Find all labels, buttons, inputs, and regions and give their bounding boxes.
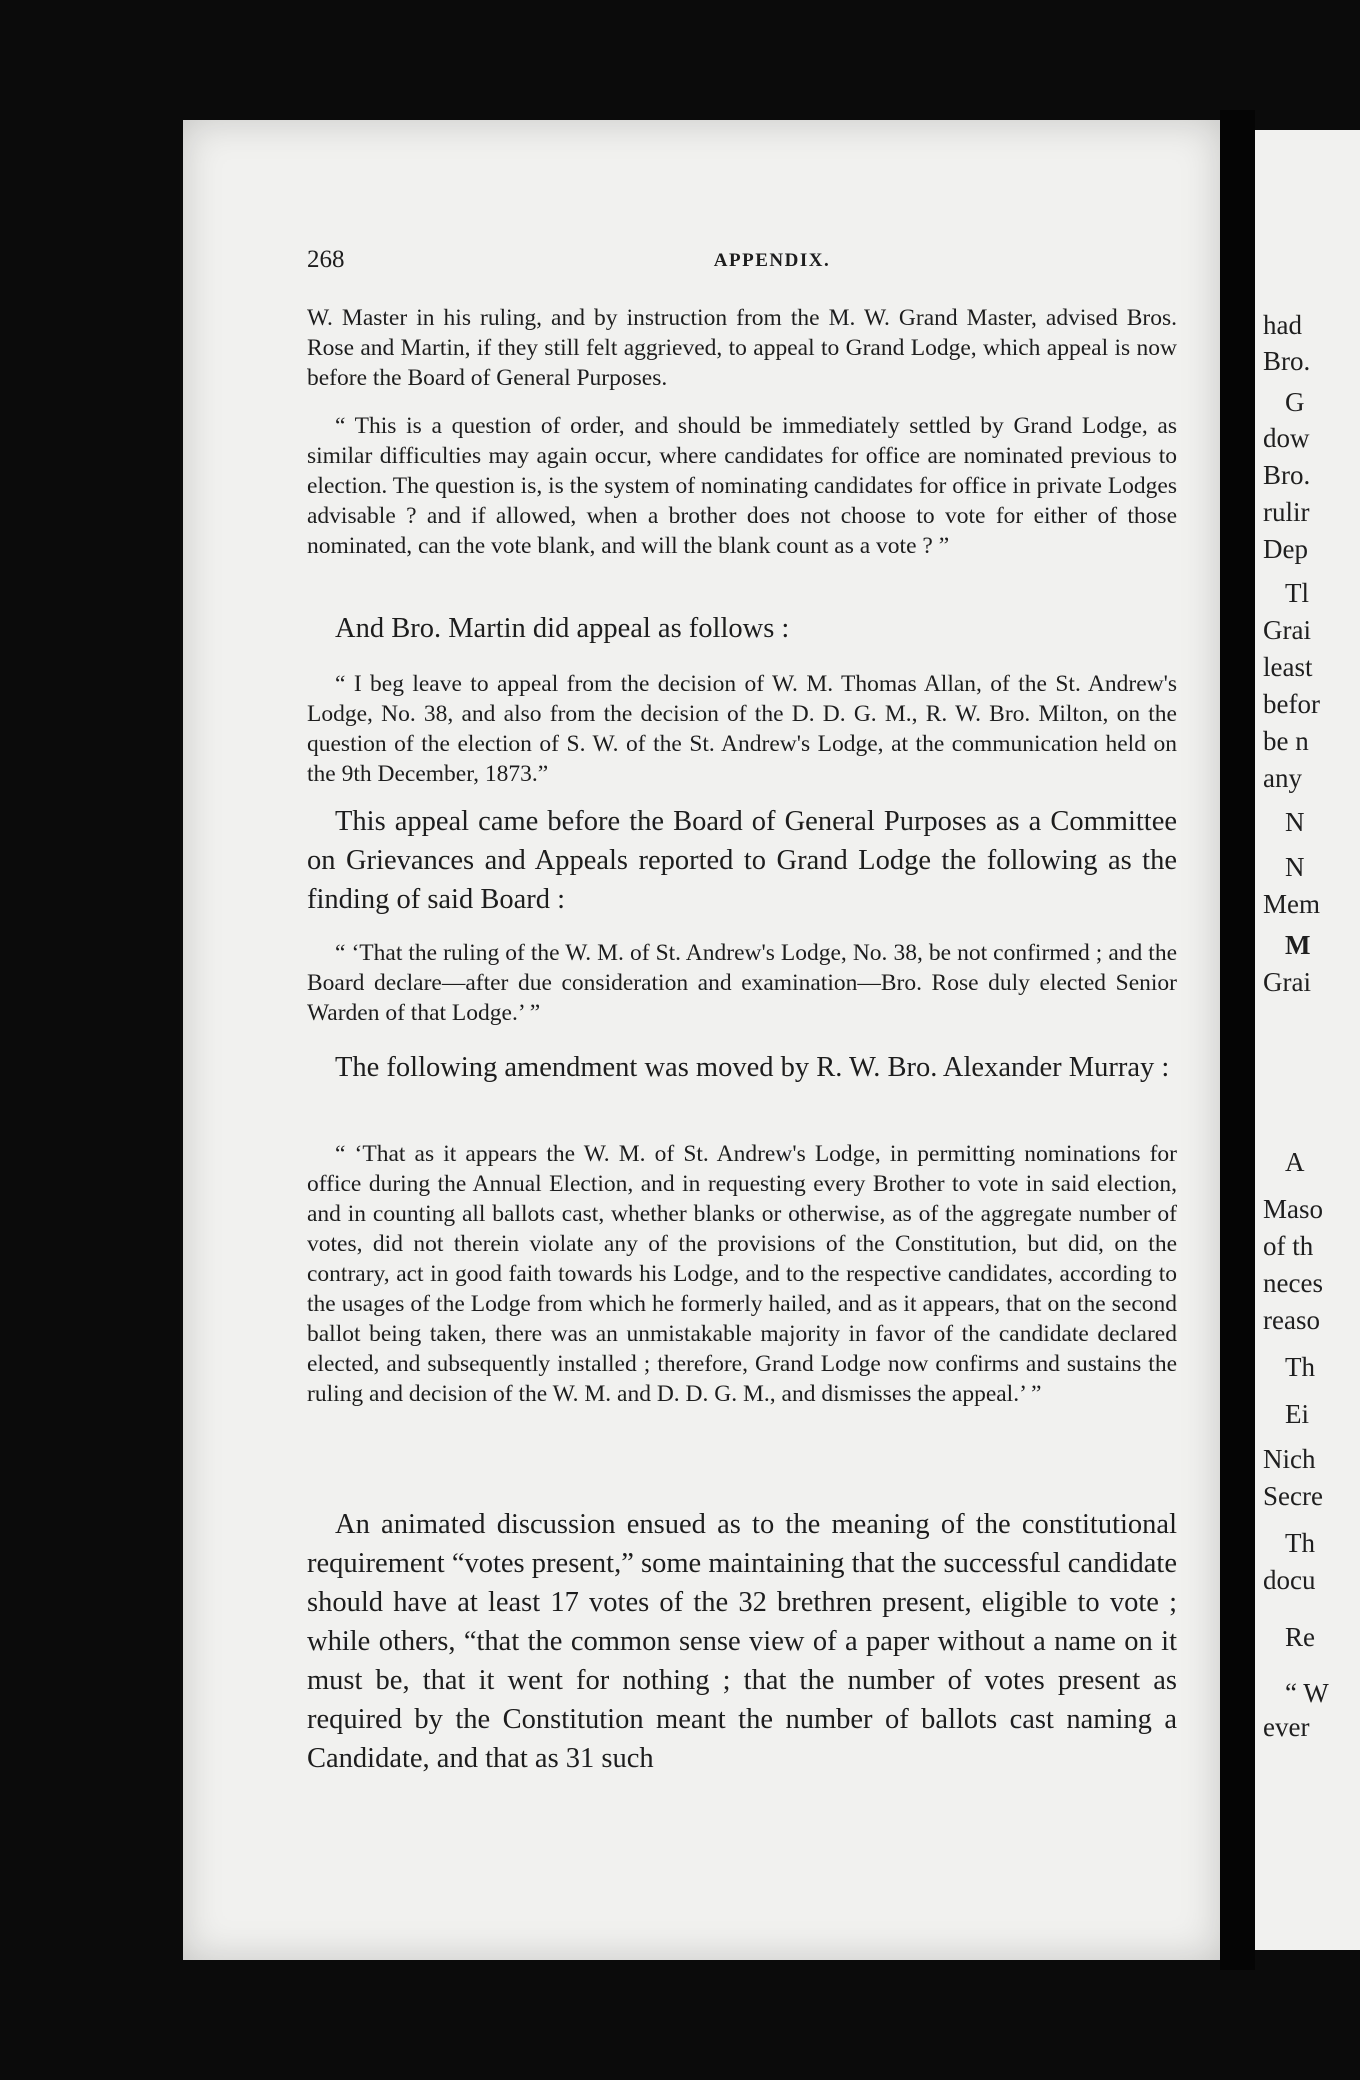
- running-head: [307, 246, 1177, 280]
- paragraph-continuation: W. Master in his ruling, and by instruction from the M. W. Grand Master, advised Bros. Rose and Martin, if they still felt aggrieved, to appeal to Grand Lodge, which appeal is now before the Board of General Purposes.: [307, 305, 1177, 391]
- paragraph-appeal-intro: And Bro. Martin did appeal as follows :: [335, 613, 790, 644]
- fragment-line: Tl: [1285, 578, 1309, 608]
- fragment-line: N: [1285, 807, 1305, 837]
- fragment-line: reaso: [1263, 1305, 1320, 1335]
- fragment-line: of th: [1263, 1231, 1314, 1261]
- fragment-line: befor: [1263, 689, 1320, 719]
- fragment-line: Nich: [1263, 1444, 1316, 1474]
- fragment-line: Bro.: [1263, 346, 1311, 376]
- fragment-line: Re: [1285, 1622, 1315, 1652]
- fragment-line: “ W: [1285, 1678, 1329, 1708]
- fragment-line: rulir: [1263, 497, 1310, 527]
- running-title: APPENDIX.: [713, 250, 831, 271]
- fragment-line: had: [1263, 310, 1302, 340]
- fragment-line: Grai: [1263, 967, 1311, 997]
- fragment-line: Dep: [1263, 534, 1308, 564]
- fragment-line: Th: [1285, 1528, 1315, 1558]
- quoted-finding: “ ‘That the ruling of the W. M. of St. Andrew's Lodge, No. 38, be not confirmed ; and the Board declare—after due consideration and examination—Bro. Rose duly elected Senior Warden of that Lodge.’ ”: [307, 940, 1177, 1026]
- fragment-line: least: [1263, 652, 1313, 682]
- fragment-line: neces: [1263, 1268, 1323, 1298]
- fragment-line: be n: [1263, 726, 1309, 756]
- fragment-line: Bro.: [1263, 460, 1311, 490]
- book-page-right-edge: [1255, 130, 1360, 1950]
- paragraph-amendment-intro: The following amendment was moved by R. W. Bro. Alexander Murray :: [335, 1052, 1170, 1083]
- book-gutter: [1220, 110, 1255, 1970]
- fragment-line: Th: [1285, 1352, 1315, 1382]
- fragment-line: M: [1285, 930, 1311, 960]
- fragment-line: A: [1285, 1147, 1305, 1177]
- fragment-line: Ei: [1285, 1399, 1309, 1429]
- fragment-line: Secre: [1263, 1481, 1323, 1511]
- fragment-line: Mem: [1263, 889, 1320, 919]
- fragment-line: any: [1263, 763, 1302, 793]
- quoted-appeal: “ I beg leave to appeal from the decision of W. M. Thomas Allan, of the St. Andrew's Lodge, No. 38, and also from the decision of the D. D. G. M., R. W. Bro. Milton, on the question of the election of S. W. of the St. Andrew's Lodge, at the communication held on the 9th December, 1873.”: [307, 671, 1177, 787]
- fragment-line: docu: [1263, 1565, 1316, 1595]
- book-page-left: [183, 120, 1220, 1960]
- paragraph-discussion: An animated discussion ensued as to the meaning of the constitutional requirement “votes present,” some maintaining that the successful candidate should have at least 17 votes of the 32 brethren present, eligible to vote ; while others, “that the common sense view of a paper without a name on it must be, that it went for nothing ; that the number of votes present as required by the Constitution meant the number of ballots cast naming a Candidate, and that as 31 such: [307, 1509, 1177, 1774]
- fragment-line: Grai: [1263, 615, 1311, 645]
- quoted-amendment: “ ‘That as it appears the W. M. of St. Andrew's Lodge, in permitting nominations for office during the Annual Election, and in requesting every Brother to vote in said election, and in counting all ballots cast, whether blanks or otherwise, as of the aggregate number of votes, did not therein violate any of the provisions of the Constitution, but did, on the contrary, act in good faith towards his Lodge, and to the respective candidates, according to the usages of the Lodge from which he formerly hailed, and as it appears, that on the second ballot being taken, there was an unmistakable majority in favor of the candidate declared elected, and subsequently installed ; therefore, Grand Lodge now confirms and sustains the ruling and decision of the W. M. and D. D. G. M., and dismisses the appeal.’ ”: [307, 1141, 1177, 1407]
- quoted-question: “ This is a question of order, and should be immediately settled by Grand Lodge, as similar difficulties may again occur, where candidates for office are nominated previous to election. The question is, is the system of nominating candidates for office in private Lodges advisable ? and if allowed, when a brother does not choose to vote for either of those nominated, can the vote blank, and will the blank count as a vote ? ”: [307, 413, 1177, 559]
- fragment-line: N: [1285, 852, 1305, 882]
- fragment-line: G: [1285, 387, 1305, 417]
- paragraph-board-finding: This appeal came before the Board of General Purposes as a Committee on Grievances and Appeals reported to Grand Lodge the following as the finding of said Board :: [307, 806, 1177, 915]
- fragment-line: Maso: [1263, 1194, 1323, 1224]
- fragment-line: ever: [1263, 1712, 1310, 1742]
- page-number: 268: [307, 246, 345, 273]
- fragment-line: dow: [1263, 423, 1310, 453]
